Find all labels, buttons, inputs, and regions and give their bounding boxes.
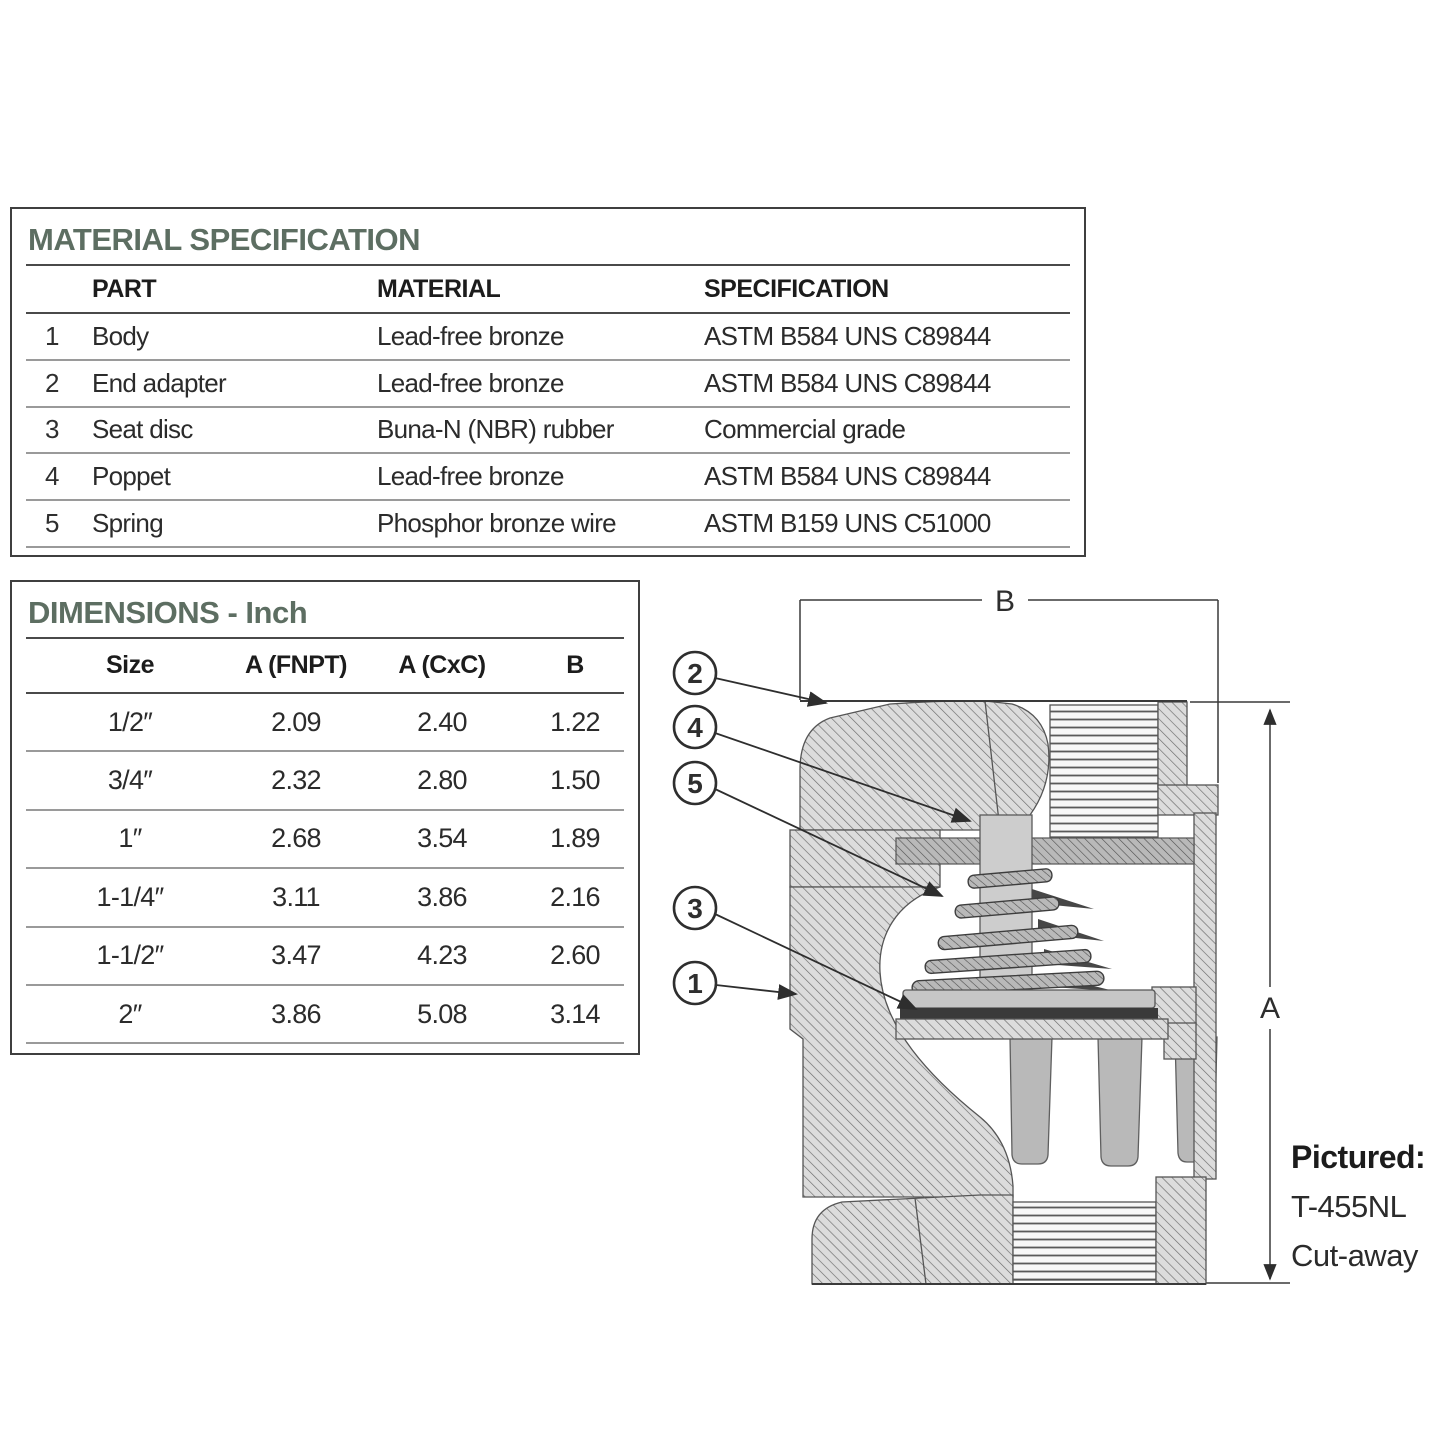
seat-disc bbox=[900, 1008, 1158, 1019]
part-material: Lead-free bronze bbox=[377, 320, 564, 351]
dimensions-table bbox=[10, 580, 640, 1055]
part-material: Lead-free bronze bbox=[377, 461, 564, 492]
valve-body-group bbox=[790, 701, 1218, 1284]
part-spec: Commercial grade bbox=[704, 414, 906, 445]
dim-b-label: B bbox=[994, 585, 1016, 618]
part-name: Body bbox=[92, 320, 149, 351]
bottom-right-wall bbox=[1156, 1177, 1206, 1284]
pictured-model: T-455NL bbox=[1291, 1189, 1407, 1224]
a-fnpt-value: 3.11 bbox=[272, 881, 320, 912]
a-cxc-value: 3.54 bbox=[417, 823, 467, 854]
poppet-leg bbox=[1098, 1037, 1142, 1166]
seat-ledge bbox=[896, 1019, 1168, 1039]
part-number: 2 bbox=[45, 367, 59, 398]
seat-bracket-step bbox=[1164, 1023, 1196, 1059]
column-header-size: Size bbox=[105, 651, 155, 679]
a-fnpt-value: 2.32 bbox=[271, 765, 321, 796]
part-spec: ASTM B584 UNS C89844 bbox=[704, 461, 991, 492]
size-value: 1-1/4″ bbox=[96, 881, 164, 912]
table-row bbox=[26, 752, 624, 810]
a-fnpt-value: 2.68 bbox=[271, 823, 321, 854]
material-spec-title: MATERIAL SPECIFICATION bbox=[28, 222, 420, 257]
table-row bbox=[26, 361, 1070, 408]
part-spec: ASTM B584 UNS C89844 bbox=[704, 320, 991, 351]
table-row bbox=[26, 501, 1070, 548]
table-row bbox=[26, 811, 624, 869]
a-cxc-value: 3.86 bbox=[417, 881, 467, 912]
pictured-heading: Pictured: bbox=[1291, 1139, 1426, 1175]
body-right-wall bbox=[1194, 813, 1216, 1179]
b-value: 1.22 bbox=[550, 706, 600, 737]
part-material: Phosphor bronze wire bbox=[377, 508, 616, 539]
column-header-b: B bbox=[566, 651, 584, 679]
size-value: 2″ bbox=[118, 998, 142, 1029]
pictured-cutaway-label: Cut-away bbox=[1291, 1238, 1418, 1273]
table-row bbox=[26, 869, 624, 927]
column-header-a-cxc: A (CxC) bbox=[398, 651, 486, 679]
b-value: 1.50 bbox=[550, 765, 600, 796]
a-cxc-value: 2.80 bbox=[417, 765, 467, 796]
bottom-hex bbox=[812, 1195, 1013, 1284]
a-cxc-value: 2.40 bbox=[417, 706, 467, 737]
callout-number: 4 bbox=[687, 712, 703, 743]
column-header-part: PART bbox=[92, 274, 157, 303]
column-header-material: MATERIAL bbox=[377, 274, 501, 303]
size-value: 1/2″ bbox=[107, 706, 153, 737]
callout-number: 1 bbox=[687, 968, 703, 999]
outlet-threads bbox=[1013, 1202, 1156, 1280]
table-row bbox=[26, 314, 1070, 361]
dimensions-title: DIMENSIONS - Inch bbox=[28, 595, 308, 630]
size-value: 1-1/2″ bbox=[96, 940, 164, 971]
column-header-specification: SPECIFICATION bbox=[704, 274, 889, 303]
pictured-caption bbox=[1291, 1133, 1425, 1280]
material-spec-header-row bbox=[26, 266, 1070, 312]
b-value: 3.14 bbox=[550, 998, 600, 1029]
b-value: 1.89 bbox=[550, 823, 600, 854]
adapter-threads bbox=[1050, 705, 1158, 837]
b-value: 2.60 bbox=[550, 940, 600, 971]
column-header-a-fnpt: A (FNPT) bbox=[245, 651, 347, 679]
a-fnpt-value: 3.86 bbox=[271, 998, 321, 1029]
adapter-right-wall bbox=[1158, 702, 1187, 787]
size-value: 3/4″ bbox=[107, 765, 153, 796]
part-number: 3 bbox=[45, 414, 59, 445]
part-number: 5 bbox=[45, 508, 59, 539]
part-spec: ASTM B159 UNS C51000 bbox=[704, 508, 991, 539]
part-name: Spring bbox=[92, 508, 163, 539]
table-row bbox=[26, 928, 624, 986]
a-cxc-value: 4.23 bbox=[417, 940, 467, 971]
a-cxc-value: 5.08 bbox=[417, 998, 467, 1029]
size-value: 1″ bbox=[118, 823, 142, 854]
b-value: 2.16 bbox=[550, 881, 600, 912]
callout-number: 5 bbox=[687, 768, 703, 799]
part-spec: ASTM B584 UNS C89844 bbox=[704, 367, 991, 398]
material-specification-table bbox=[10, 207, 1086, 557]
part-name: Seat disc bbox=[92, 414, 193, 445]
part-material: Buna-N (NBR) rubber bbox=[377, 414, 614, 445]
callout-number: 3 bbox=[687, 893, 703, 924]
a-fnpt-value: 2.09 bbox=[271, 706, 321, 737]
table-row bbox=[26, 408, 1070, 455]
adapter-flange-bump bbox=[1158, 785, 1218, 815]
part-number: 4 bbox=[45, 461, 59, 492]
part-number: 1 bbox=[45, 320, 59, 351]
poppet-plate bbox=[903, 990, 1155, 1008]
end-adapter-hex bbox=[800, 701, 1049, 830]
guide-web bbox=[896, 838, 1194, 864]
table-row bbox=[26, 986, 624, 1044]
table-row bbox=[26, 454, 1070, 501]
part-material: Lead-free bronze bbox=[377, 367, 564, 398]
a-fnpt-value: 3.47 bbox=[271, 940, 321, 971]
part-name: Poppet bbox=[92, 461, 171, 492]
dim-a-label: A bbox=[1259, 992, 1281, 1025]
poppet-leg bbox=[1010, 1037, 1052, 1164]
callout-number: 2 bbox=[687, 658, 703, 689]
part-name: End adapter bbox=[92, 367, 226, 398]
table-row bbox=[26, 694, 624, 752]
dimensions-header-row bbox=[26, 639, 624, 692]
